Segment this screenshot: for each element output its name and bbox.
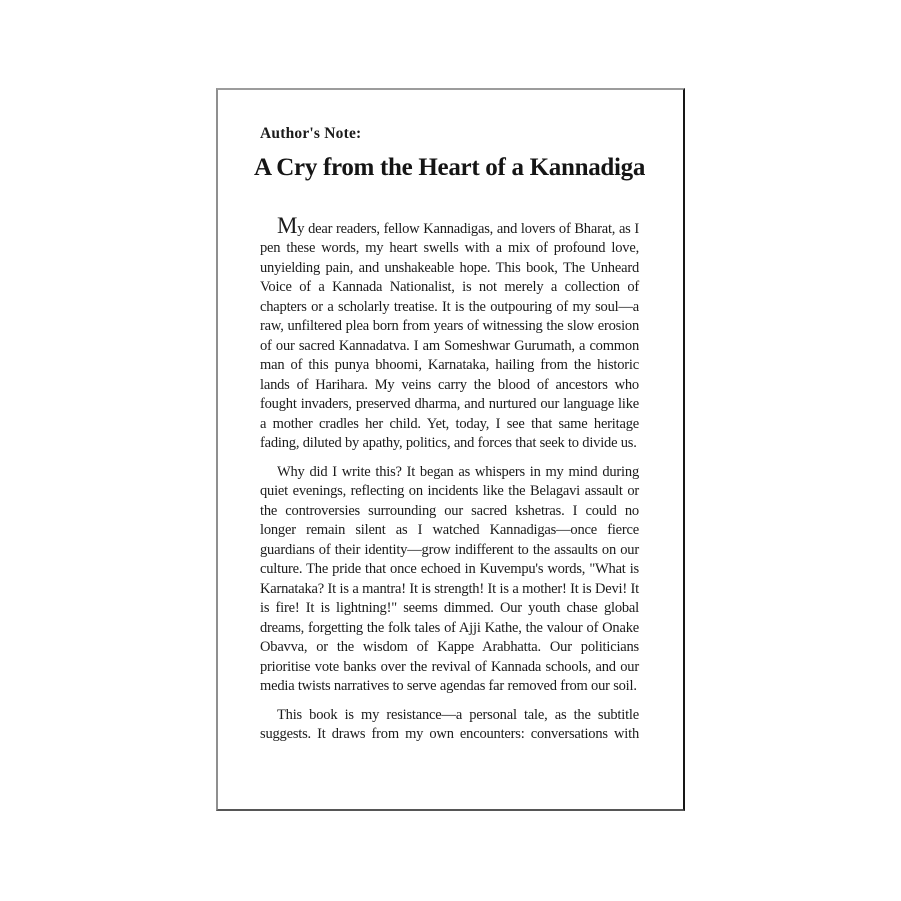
authors-note-label: Author's Note: [260,125,362,142]
paragraph-3: This book is my resistance—a personal tale, as the subtitle suggests. It draws from my own encounters: conversations with [260,706,639,743]
page-body [260,212,639,745]
page-title: A Cry from the Heart of a Kannadiga [253,154,646,181]
initial-cap: M [277,212,298,238]
book-page [216,88,685,811]
paragraph-1 [260,212,639,454]
paragraph-2: Why did I write this? It began as whispers in my mind during quiet evenings, reflecting on incidents like the Belagavi assault or the controversies surrounding our sacred kshetras. I could no longer remain silent as I watched Kannadigas—once fierce guardians of their identity—grow indifferent to the assaults on our culture. The pride that once echoed in Kuvempu's words, "What is Karnataka? It is a mantra! It is strength! It is a mother! It is Devi! It is fire! It is lightning!" seems dimmed. Our youth chase global dreams, forgetting the folk tales of Ajji Kathe, the valour of Onake Obavva, or the wisdom of Kappe Arabhatta. Our politicians prioritise vote banks over the revival of Kannada schools, and our media twists narratives to serve agendas far removed from our soil. [260,463,639,695]
paragraph-1-text: y dear readers, fellow Kannadigas, and lovers of Bharat, as I pen these words, my heart swells with a mix of profound love, unyielding pain, and unshakeable hope. This book, The Unheard Voice of a Kannada Nationalist, is not merely a collection of chapters or a scholarly treatise. It is the outpouring of my soul—a raw, unfiltered plea born from years of witnessing the slow erosion of our sacred Kannadatva. I am Someshwar Gurumath, a common man of this punya bhoomi, Karnataka, hailing from the historic lands of Harihara. My veins carry the blood of ancestors who fought invaders, preserved dharma, and nurtured our language like a mother cradles her child. Yet, today, I see that same heritage fading, diluted by apathy, politics, and forces that seek to divide us. [260,220,639,452]
